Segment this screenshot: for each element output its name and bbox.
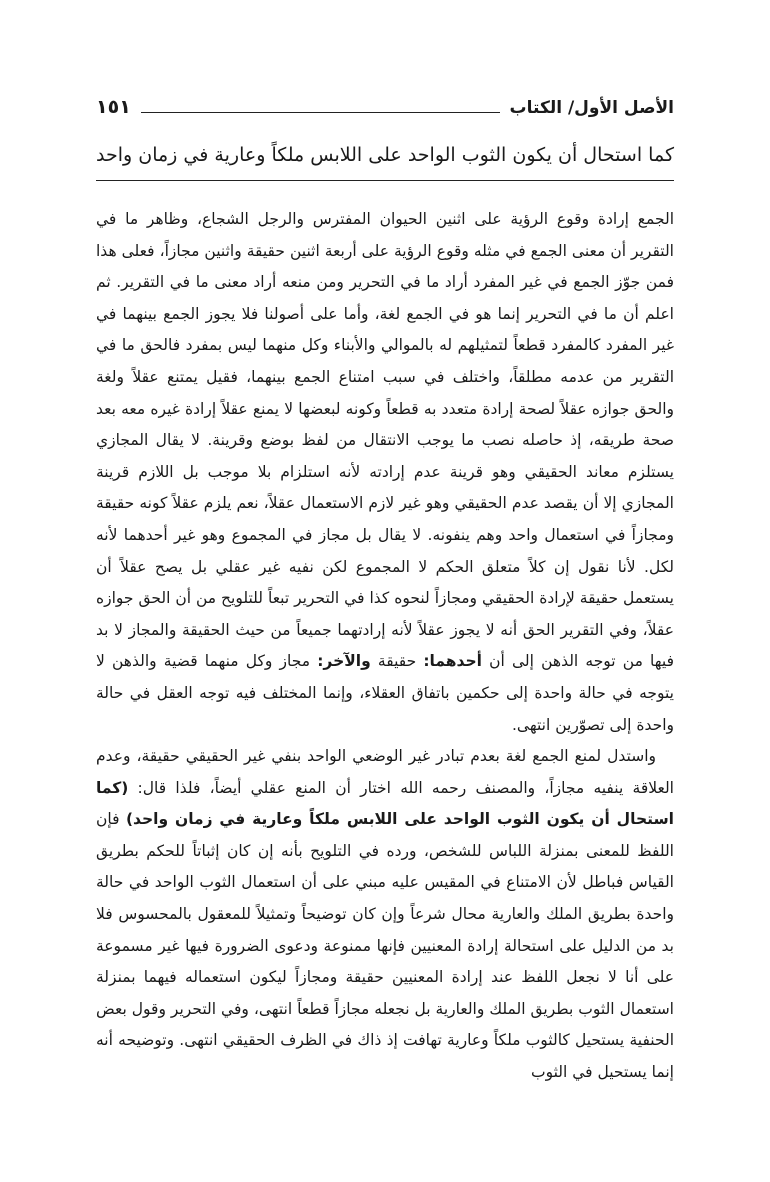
bold-term: والآخر: [317, 652, 371, 671]
commentary-body [96, 204, 674, 1089]
header-rule [141, 112, 500, 113]
matn-text: كما استحال أن يكون الثوب الواحد على اللابس ملكاً وعارية في زمان واحد [96, 144, 674, 166]
text-run: فإن اللفظ للمعنى بمنزلة اللباس للشخص، ورده في التلويح بأنه إن كان إثباتاً للحكم بطريق القياس فباطل لأن الامتناع في المقيس عليه مبني على أن استعمال الثوب الواحد في حالة واحدة بطريق الملك والعارية محال شرعاً وإن كان توضيحاً وتمثيلاً للمعقول بالمحسوس فلا بد من الدليل على استحالة إرادة المعنيين فإنها ممنوعة ودعوى الضرورة فيها غير مسموعة على أنا لا نجعل اللفظ عند إرادة المعنيين حقيقة ومجازاً ليكون استعماله فيهما بمنزلة استعمال الثوب بطريق الملك والعارية بل نجعله مجازاً قطعاً انتهى، وفي التحرير وقول بعض الحنفية يستحيل كالثوب ملكاً وعارية تهافت إذ ذاك في الظرف الحقيقي انتهى. وتوضيحه أنه إنما يستحيل في الثوب [96, 810, 674, 1082]
text-run: حقيقة [370, 652, 424, 671]
bold-term: أحدهما: [423, 652, 482, 671]
paragraph-1 [96, 204, 674, 741]
text-run: مجاز وكل منهما قضية والذهن لا يتوجه في حالة واحدة إلى حكمين باتفاق العقلاء، وإنما المختلف فيه توجه العقل في حالة واحدة إلى تصوّرين انتهى. [96, 652, 674, 734]
text-run: الجمع إرادة وقوع الرؤية على اثنين الحيوان المفترس والرجل الشجاع، وظاهر ما في التقرير أن معنى الجمع في مثله وقوع الرؤية على أربعة اثنين حقيقة واثنين مجازاً، فعلى هذا فمن جوّز الجمع في غير المفرد أراد ما في التحرير ومن منعه أراد معنى ما في التقرير. ثم اعلم أن ما في التحرير إنما هو في الجمع لغة، وأما على أصولنا فلا يجوز الجمع بينهما في غير المفرد كالمفرد قطعاً لتمثيلهم له بالموالي والأبناء وكل منهما ليس بمفرد فالحق ما في التقرير من عدمه مطلقاً، واختلف في سبب امتناع الجمع بينهما، فقيل يمتنع عقلاً ولغة والحق جوازه عقلاً لصحة إرادة متعدد به قطعاً وكونه لبعضها لا يمنع عقلاً إرادة غيره معه بعد صحة طريقه، إذ حاصله نصب ما يوجب الانتقال من لفظ بوضع وقرينة. لا يقال المجازي يستلزم معاند الحقيقي وهو قرينة عدم إرادته لأنه استلزام بلا موجب بل اللازم قرينة المجازي إلا أن يقصد عدم الحقيقي وهو غير لازم الاستعمال عقلاً، نعم يلزم عقلاً كونه حقيقة ومجازاً في استعمال واحد وهم ينفونه. لا يقال بل مجاز في المجموع وهو غير أحدهما لأنه لكل. لأنا نقول إن كلاً متعلق الحكم لا المجموع لكن نفيه غير عقلي بل يصح عقلاً أن يستعمل حقيقة لإرادة الحقيقي ومجازاً لنحوه كذا في التحرير تبعاً للتلويح من أن الحق جوازه عقلاً، وفي التقرير الحق أنه لا يجوز عقلاً لأنه إرادتهما جميعاً من حيث الحقيقة والمجاز لا بد فيها من توجه الذهن إلى أن [96, 210, 674, 671]
running-header [96, 92, 674, 118]
page-number: ١٥١ [96, 96, 131, 118]
chapter-title: الأصل الأول/ الكتاب [509, 98, 674, 118]
matn-divider [96, 180, 674, 181]
quoted-matn: (كما استحال أن يكون الثوب الواحد على اللابس ملكاً وعارية في زمان واحد) [96, 778, 674, 829]
paragraph-2 [96, 741, 674, 1089]
text-run: واستدل لمنع الجمع لغة بعدم تبادر غير الوضعي الواحد بنفي غير الحقيقي حقيقة، وعدم العلاقة ينفيه مجازاً، والمصنف رحمه الله اختار أن المنع عقلي أيضاً، فلذا قال: [96, 747, 674, 797]
